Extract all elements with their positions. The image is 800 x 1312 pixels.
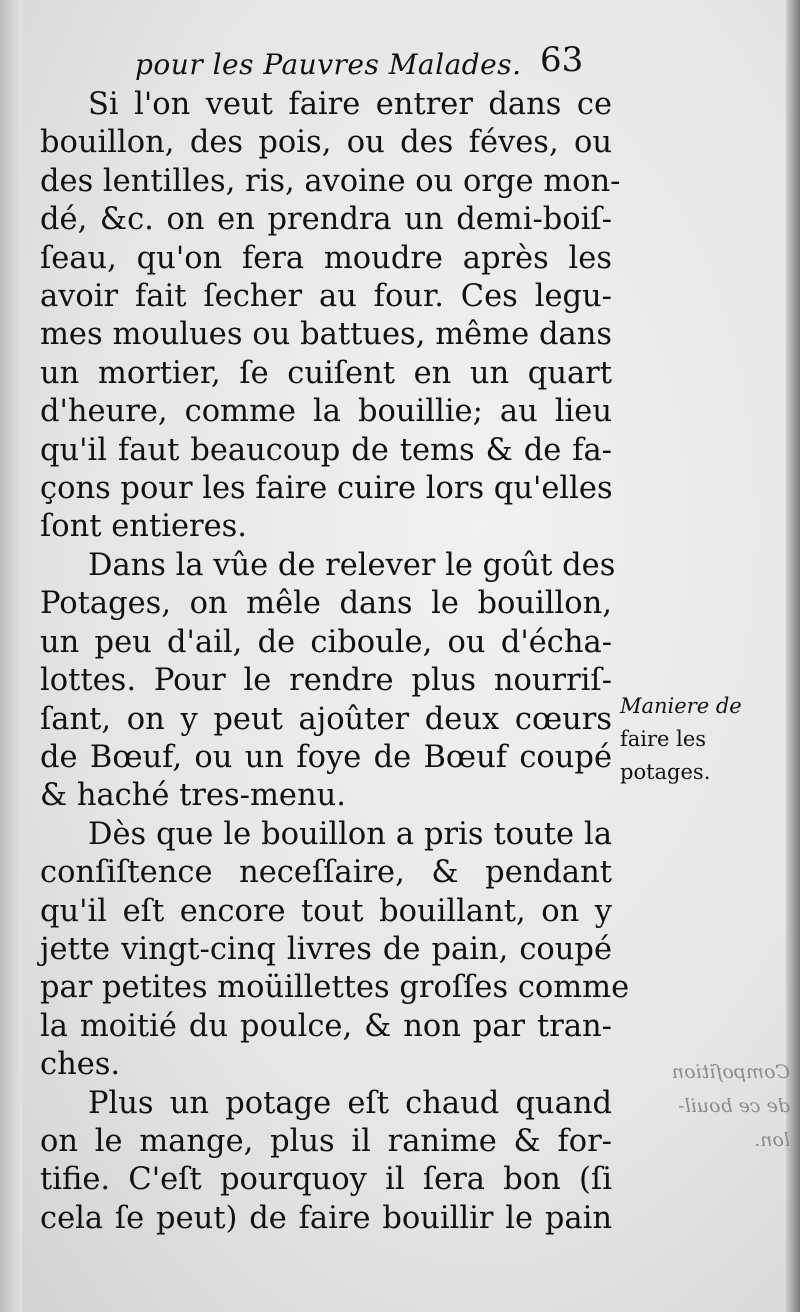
text-line: lottes. Pour le rendre plus nourriſ- [40,663,612,699]
bleed-through-line: lon. [754,1129,790,1151]
text-line: ſant, on y peut ajoûter deux cœurs [40,701,612,737]
text-line: de Bœuf, ou un foye de Bœuf coupé [40,739,612,775]
margin-note-line: faire les [620,727,707,751]
text-line: on le mange, plus il ranime & for- [40,1123,612,1159]
text-line: d'heure, comme la bouillie; au lieu [40,394,612,430]
text-line: Plus un potage eſt chaud quand [88,1085,612,1121]
text-line: dé, &c. on en prendra un demi-boiſ- [40,202,612,238]
text-line: tifie. C'eſt pourquoy il ſera bon (ſi [40,1162,612,1198]
text-line: qu'il eſt encore tout bouillant, on y [40,893,612,929]
main-text-column [40,86,630,1238]
margin-note-line: Maniere de [620,694,742,718]
text-line: çons pour les faire cuire lors qu'elles [40,471,613,507]
text-line: qu'il faut beaucoup de tems & de fa- [40,432,612,468]
text-line: avoir fait ſecher au four. Ces legu- [40,279,612,315]
running-header: pour les Pauvres Malades. [135,48,522,81]
text-line: & haché tres-menu. [40,778,346,814]
margin-note [620,690,760,789]
page-number: 63 [540,40,584,80]
text-line: ſont entieres. [40,509,247,545]
page-gutter-shadow [0,0,22,1312]
text-line: un mortier, ſe cuiſent en un quart [40,355,612,391]
bleed-through-text [671,1055,790,1157]
text-line: mes moulues ou battues, même dans [40,317,612,353]
text-line: un peu d'ail, de ciboule, ou d'écha- [40,624,612,660]
bleed-through-line: de ce bouil- [678,1095,790,1117]
text-line: Dès que le bouillon a pris toute la [88,816,612,852]
text-line: Si l'on veut faire entrer dans ce [88,87,612,122]
text-line: jette vingt-cinq livres de pain, coupé [40,931,612,967]
text-line: ches. [40,1047,121,1083]
text-line: la moitié du poulce, & non par tran- [40,1008,612,1044]
text-line: cela ſe peut) de faire bouillir le pain [40,1200,612,1236]
text-line: des lentilles, ris, avoine ou orge mon- [40,163,621,199]
text-line: conſiſtence neceſſaire, & pendant [40,855,612,891]
text-line: bouillon, des pois, ou des féves, ou [40,125,612,161]
margin-note-line: potages. [620,760,711,784]
text-line: ſeau, qu'on fera moudre après les [40,240,612,276]
text-line: par petites moüillettes groſſes comme [40,970,630,1006]
text-line: Dans la vûe de relever le goût des [88,547,616,583]
text-line: Potages, on mêle dans le bouillon, [40,586,612,622]
bleed-through-line: Compoſition [671,1061,790,1083]
